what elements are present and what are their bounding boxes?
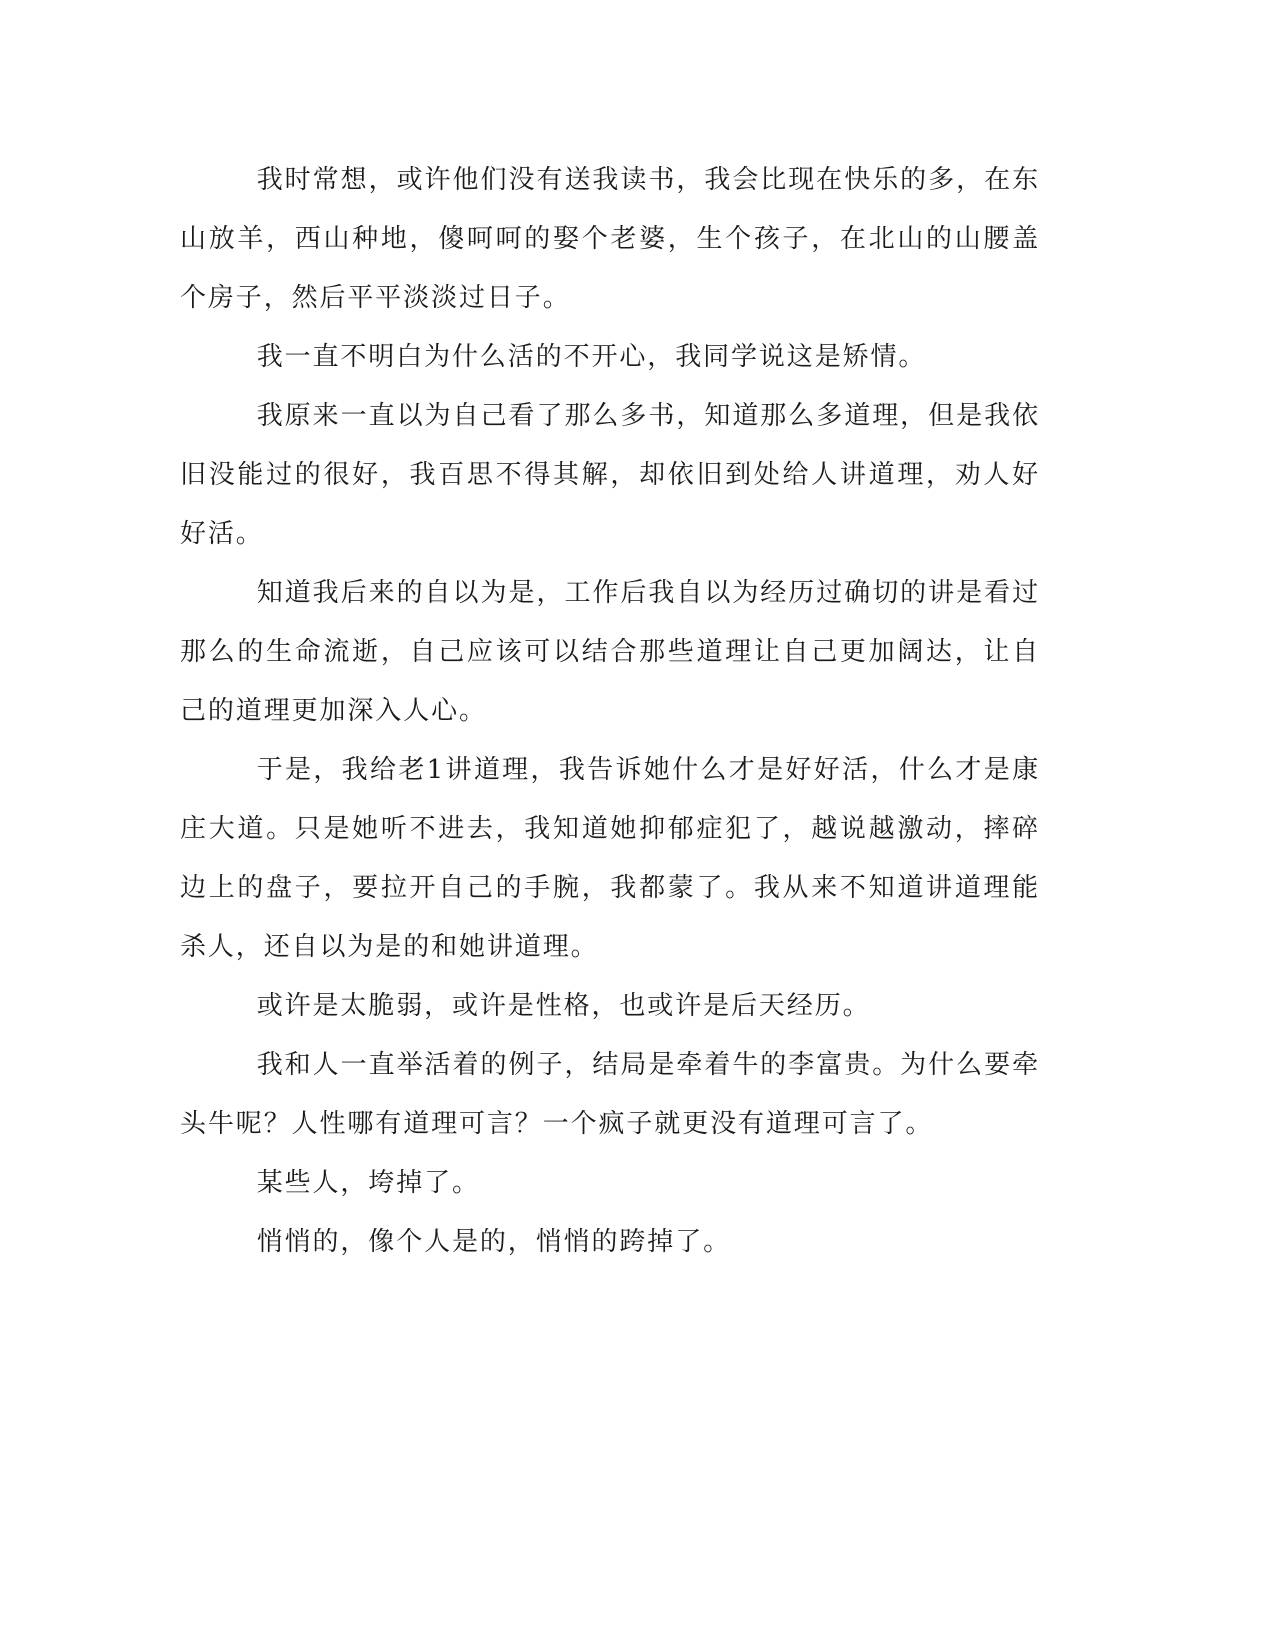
paragraph: 于是，我给老1讲道理，我告诉她什么才是好好活，什么才是康庄大道。只是她听不进去，我知道她抑郁症犯了，越说越激动，摔碎边上的盘子，要拉开自己的手腕，我都蒙了。我从来不知道讲道理能杀人，还自以为是的和她讲道理。 xyxy=(180,755,1040,962)
paragraph: 或许是太脆弱，或许是性格，也或许是后天经历。 xyxy=(256,991,871,1021)
paragraph: 我一直不明白为什么活的不开心，我同学说这是矫情。 xyxy=(256,342,927,372)
paragraph: 某些人，垮掉了。 xyxy=(256,1168,480,1198)
paragraph: 我和人一直举活着的例子，结局是牵着牛的李富贵。为什么要牵头牛呢？人性哪有道理可言？一个疯子就更没有道理可言了。 xyxy=(180,1050,1040,1139)
paragraph: 我时常想，或许他们没有送我读书，我会比现在快乐的多，在东山放羊，西山种地，傻呵呵的娶个老婆，生个孩子，在北山的山腰盖个房子，然后平平淡淡过日子。 xyxy=(180,165,1040,313)
paragraph: 我原来一直以为自己看了那么多书，知道那么多道理，但是我依旧没能过的很好，我百思不得其解，却依旧到处给人讲道理，劝人好好活。 xyxy=(180,401,1040,549)
paragraph: 悄悄的，像个人是的，悄悄的跨掉了。 xyxy=(256,1227,731,1257)
document-body xyxy=(180,151,1040,1272)
paragraph: 知道我后来的自以为是，工作后我自以为经历过确切的讲是看过那么的生命流逝，自己应该可以结合那些道理让自己更加阔达，让自己的道理更加深入人心。 xyxy=(180,578,1040,726)
